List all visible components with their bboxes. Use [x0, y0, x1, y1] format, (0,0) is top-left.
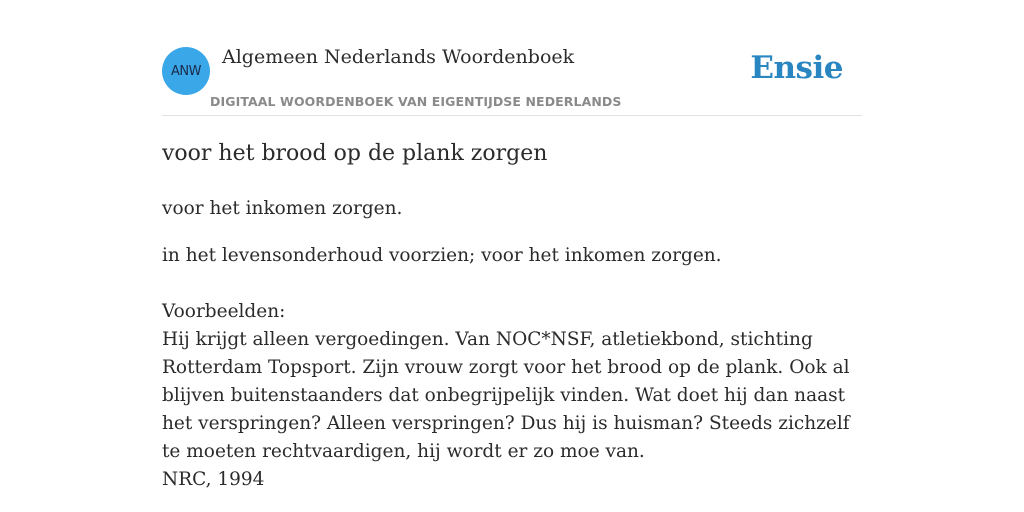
example-text: Hij krijgt alleen vergoedingen. Van NOC*NSF, atletiekbond, stichting Rotterdam Topsport. Zijn vrouw zorgt voor het brood op de plank. Ook al blijven buitenstaanders dat onbegrijpelijk vinden. Wat doet hij dan naast het verspringen? Alleen verspringen? Dus hij is huisman? Steeds zichzelf te moeten rechtvaardigen, hij wordt er zo moe van. [162, 329, 850, 462]
headword: voor het brood op de plank zorgen [162, 141, 548, 166]
logo-text: ANW [171, 63, 201, 79]
examples [162, 298, 862, 494]
definition-long: in het levensonderhoud voorzien; voor het inkomen zorgen. [162, 245, 722, 266]
source-subtitle: DIGITAAL WOORDENBOEK VAN EIGENTIJDSE NEDERLANDS [210, 94, 622, 109]
header [162, 40, 862, 116]
source-title[interactable]: Algemeen Nederlands Woordenboek [222, 46, 575, 68]
ensie-logo[interactable]: Ensie [750, 50, 843, 86]
definition-short: voor het inkomen zorgen. [162, 198, 403, 219]
examples-label: Voorbeelden: [162, 301, 286, 322]
anw-logo[interactable] [162, 47, 210, 95]
entry-content [162, 138, 862, 494]
example-source: NRC, 1994 [162, 469, 265, 490]
